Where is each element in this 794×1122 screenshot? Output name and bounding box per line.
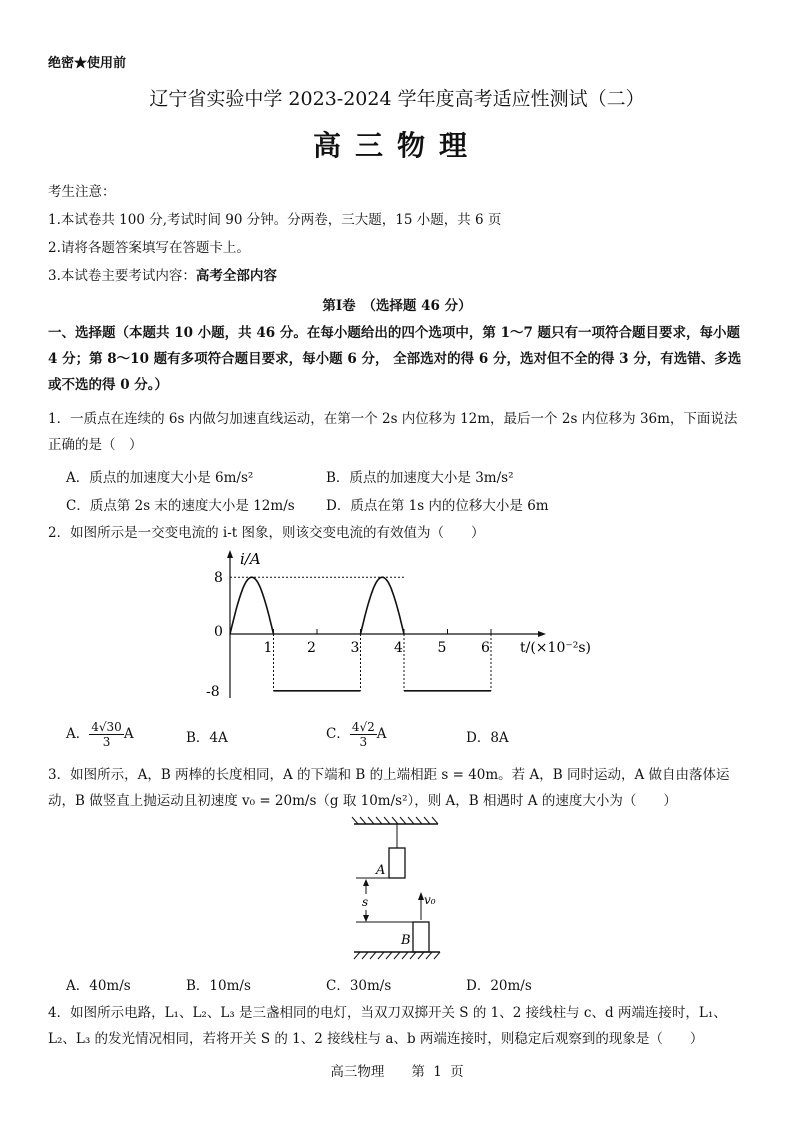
half-sine-segment-3 — [361, 577, 405, 634]
y-axis-arrow — [227, 550, 233, 558]
rod-a-label: A — [376, 863, 386, 878]
y-tick-label-neg8: -8 — [206, 683, 220, 700]
option-a-fraction — [89, 720, 124, 749]
question-1-stem: 1．一质点在连续的 6s 内做匀加速直线运动，在第一个 2s 内位移为 12m，最后一个 2s 内位移为 36m，下面说法正确的是（ ） — [48, 411, 738, 453]
ground — [354, 952, 440, 959]
option-a-denominator: 3 — [102, 735, 111, 749]
option-a-label: A． — [66, 726, 90, 742]
exam-title: 辽宁省实验中学 2023-2024 学年度高考适应性测试（二） — [149, 88, 645, 110]
v0-label: v₀ — [424, 893, 436, 907]
notice-item-2: 2.请将各题答案填写在答题卡上。 — [48, 240, 250, 256]
question-2-option-b: B．4A — [186, 730, 228, 746]
arrowhead-down — [363, 915, 369, 922]
x-tick-label-3: 3 — [350, 640, 360, 656]
notice-item-1: 1.本试卷共 100 分,考试时间 90 分钟。分两卷，三大题，15 小题，共 6 页 — [48, 212, 502, 228]
question-2-option-a — [66, 720, 134, 749]
origin-label: 0 — [214, 624, 223, 640]
question-3-option-c: C．30m/s — [326, 978, 392, 994]
distance-s-label: s — [362, 895, 369, 909]
question-2-stem: 2．如图所示是一交变电流的 i-t 图象，则该交变电流的有效值为（ ） — [48, 525, 485, 541]
y-tick-label-8: 8 — [214, 570, 223, 587]
x-tick-label-1: 1 — [263, 640, 273, 656]
question-3-stem: 3．如图所示，A，B 两棒的长度相同，A 的下端和 B 的上端相距 s = 40m。若 A，B 同时运动，A 做自由落体运动，B 做竖直上抛运动且初速度 v₀ = 20m/s（g 取 10m/s²），则 A，B 相遇时 A 的速度大小为（ ） — [48, 767, 730, 809]
question-1-option-d: D．质点在第 1s 内的位移大小是 6m — [326, 498, 549, 514]
question-3-option-d: D．20m/s — [466, 978, 532, 994]
ceiling — [352, 817, 438, 824]
x-tick-label-5: 5 — [437, 640, 447, 656]
question-3-option-a: A．40m/s — [66, 978, 131, 994]
option-c-numerator: 4√2 — [351, 720, 375, 734]
option-c-label: C． — [326, 726, 350, 742]
x-tick-label-4: 4 — [394, 640, 403, 656]
rod-b — [413, 922, 429, 952]
option-c-fraction — [350, 720, 377, 749]
notice-content-scope: 高考全部内容 — [195, 268, 277, 284]
x-tick-label-2: 2 — [307, 640, 316, 656]
subject-title: 高三物理 — [312, 129, 481, 162]
x-tick-label-6: 6 — [481, 640, 490, 656]
question-2-option-c — [326, 720, 387, 749]
arrowhead-up — [363, 879, 369, 886]
option-c-denominator: 3 — [359, 735, 368, 749]
question-3-option-b: B．10m/s — [186, 978, 251, 994]
confidential-mark: 绝密★使用前 — [48, 56, 127, 71]
notice-title: 考生注意： — [48, 184, 116, 200]
half-sine-segment-1 — [230, 577, 274, 634]
rods-figure — [340, 814, 460, 962]
section-one-instructions: 一、选择题（本题共 10 小题，共 46 分。在每小题给出的四个选项中，第 1～7 题只有一项符合题目要求，每小题 4 分；第 8～10 题有多项符合题目要求，每小题 6 分， 全部选对的得 6 分，选对但不全的得 3 分，有选错、多选或不选的得 0 分。） — [48, 325, 742, 393]
it-graph — [200, 548, 620, 708]
option-a-numerator: 4√30 — [91, 720, 122, 734]
notice-item-3-text: 3.本试卷主要考试内容： — [48, 268, 196, 284]
question-2-option-d: D．8A — [466, 730, 509, 746]
notice-item-3 — [48, 264, 277, 284]
question-1-option-a: A．质点的加速度大小是 6m/s² — [66, 470, 254, 486]
question-1-option-c: C．质点第 2s 末的速度大小是 12m/s — [66, 498, 295, 514]
part-one-title: 第Ⅰ卷 （选择题 46 分） — [322, 298, 472, 314]
x-axis-arrow — [538, 631, 546, 637]
rod-b-label: B — [401, 933, 411, 948]
rod-a — [389, 848, 405, 878]
question-4-stem: 4．如图所示电路，L₁、L₂、L₃ 是三盏相同的电灯，当双刀双掷开关 S 的 1、2 接线柱与 c、d 两端连接时，L₁、L₂、L₃ 的发光情况相同，若将开关 S 的 1、2 接线柱与 a、b 两端连接时，则稳定后观察到的现象是（ ） — [48, 1005, 727, 1047]
option-a-unit: A — [123, 726, 134, 742]
option-c-unit: A — [376, 726, 387, 742]
y-axis-label: i/A — [240, 550, 261, 568]
question-1-option-b: B．质点的加速度大小是 3m/s² — [326, 470, 514, 486]
page-footer: 高三物理 第 1 页 — [330, 1064, 464, 1080]
x-axis-label: t/(×10⁻²s) — [520, 640, 591, 656]
